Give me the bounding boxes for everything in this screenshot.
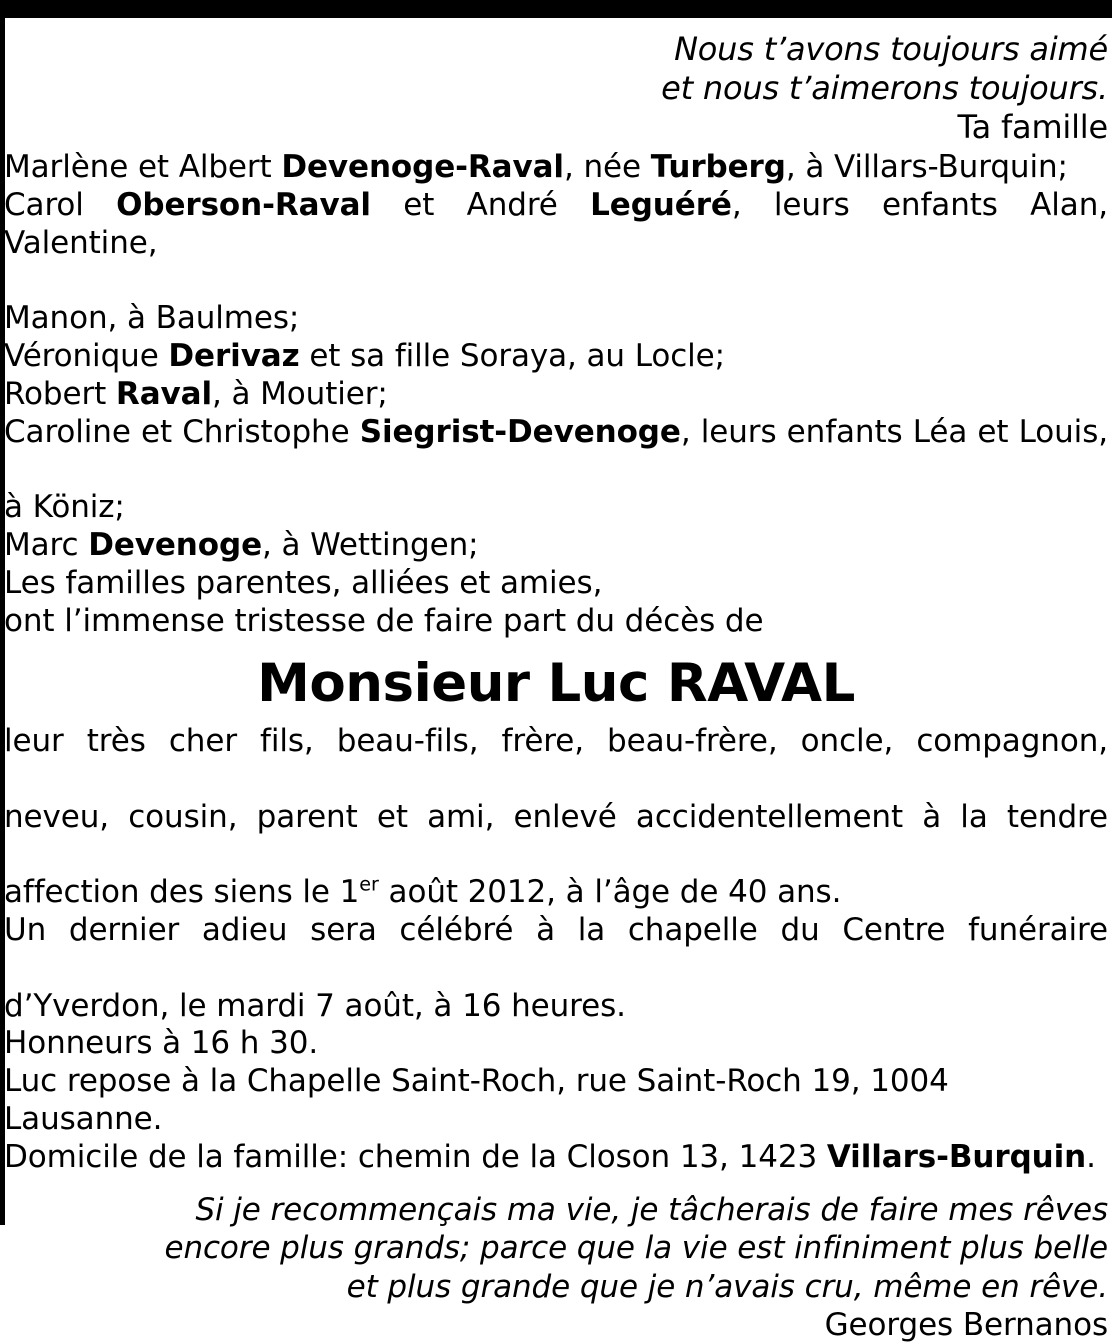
epigraph-line-2: et nous t’aimerons toujours.: [661, 69, 1108, 108]
epigraph-signature: Ta famille: [957, 108, 1108, 147]
line-date-deces: affection des siens le 1er août 2012, à l’âge de 40 ans.: [4, 872, 842, 911]
quote-line-3: et plus grande que je n’avais cru, même en rêve.: [346, 1268, 1108, 1305]
top-border-rule: [0, 0, 1112, 18]
quote-author: Georges Bernanos: [824, 1307, 1108, 1344]
line-derivaz: Véronique Derivaz et sa fille Soraya, au Locle;: [4, 338, 725, 375]
line-familles: Les familles parentes, alliées et amies,: [4, 565, 603, 602]
notice-content: [0, 30, 1112, 1344]
line-ceremonie-1: Un dernier adieu sera célébré à la chapelle du Centre funéraire: [4, 912, 1108, 949]
family-list: [4, 149, 1108, 641]
closing-quote: [4, 1191, 1108, 1344]
epigraph-line-1: Nous t’avons toujours aimé: [674, 30, 1108, 68]
epigraph-block: [4, 30, 1108, 147]
line-ceremonie-2: d’Yverdon, le mardi 7 août, à 16 heures.: [4, 987, 626, 1024]
quote-line-2: encore plus grands; parce que la vie est infiniment plus belle: [164, 1230, 1108, 1267]
line-baulmes: Manon, à Baulmes;: [4, 300, 300, 337]
line-relations-2: neveu, cousin, parent et ami, enlevé accidentellement à la tendre: [4, 798, 1108, 835]
line-raval-moutier: Robert Raval, à Moutier;: [4, 375, 388, 412]
line-koniz: à Köniz;: [4, 489, 125, 526]
line-domicile: Domicile de la famille: chemin de la Closon 13, 1423 Villars-Burquin.: [4, 1138, 1096, 1175]
line-honneurs: Honneurs à 16 h 30.: [4, 1025, 319, 1062]
line-oberson-raval: Carol Oberson-Raval et André Leguéré, leurs enfants Alan, Valentine,: [4, 186, 1108, 261]
line-siegrist-devenoge: Caroline et Christophe Siegrist-Devenoge, leurs enfants Léa et Louis,: [4, 413, 1109, 450]
notice-body: [4, 723, 1108, 1177]
line-relations-1: leur très cher fils, beau-fils, frère, beau-frère, oncle, compagnon,: [4, 722, 1108, 759]
quote-line-1: Si je recommençais ma vie, je tâcherais de faire mes rêves: [195, 1191, 1108, 1228]
line-marc-devenoge: Marc Devenoge, à Wettingen;: [4, 527, 479, 564]
line-repose: Luc repose à la Chapelle Saint-Roch, rue Saint-Roch 19, 1004 Lausanne.: [4, 1063, 949, 1138]
line-devenoge-raval: Marlène et Albert Devenoge-Raval, née Turberg, à Villars-Burquin;: [4, 149, 1068, 186]
line-tristesse: ont l’immense tristesse de faire part du décès de: [4, 602, 764, 639]
deceased-name: Monsieur Luc RAVAL: [257, 652, 855, 714]
